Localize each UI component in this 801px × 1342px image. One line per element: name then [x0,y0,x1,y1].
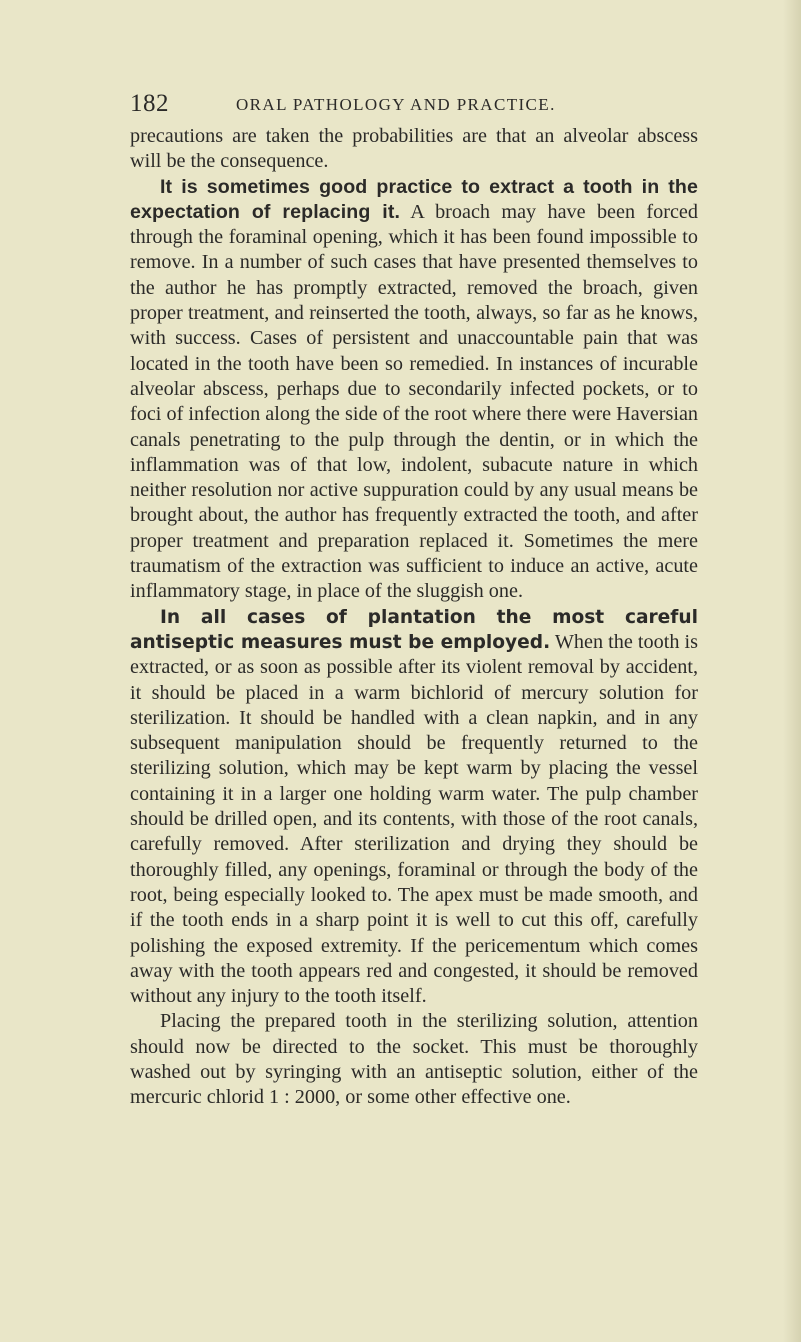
paragraph-text: A broach may have been forced through the foraminal opening, which it has been found impossible to remove. In a number of such cases that have presented themselves to the author he has promptly extracted, removed the broach, given proper treatment, and reinserted the tooth, always, so far as he knows, with success. Cases of persistent and unaccountable pain that was located in the tooth have been so remedied. In instances of incurable alveolar abscess, perhaps due to secondarily infected pockets, or to foci of infection along the side of the root where there were Haversian canals penetrating to the pulp through the dentin, or in which the inflammation was of that low, indolent, subacute nature in which neither resolution nor active suppuration could by any usual means be brought about, the author has frequently extracted the tooth, and after proper treatment and preparation replaced it. Sometimes the mere traumatism of the extraction was sufficient to induce an active, acute inflammatory stage, in place of the sluggish one. [130,200,698,603]
paragraph-continued [130,124,698,175]
paragraph-text: precautions are taken the probabilities are that an alveolar abscess will be the consequence. [130,125,698,173]
paragraph-text: When the tooth is extracted, or as soon as possible after its violent removal by accident, it should be placed in a warm bichlorid of mercury solution for sterilization. It should be handled with a clean napkin, and in any subsequent manipulation should be frequently returned to the sterilizing solution, which may be kept warm by placing the vessel containing it in a larger one holding warm water. The pulp chamber should be drilled open, and its contents, with those of the root canals, carefully removed. After sterilization and drying they should be thoroughly filled, any openings, foraminal or through the body of the root, being especially looked to. The apex must be made smooth, and if the tooth ends in a sharp point it is well to cut this off, carefully polishing the exposed extremity. If the pericementum which comes away with the tooth appears red and congested, it should be removed without any injury to the tooth itself. [130,630,698,1008]
page-edge-shadow [783,0,801,1342]
paragraph-lead-bold: It is sometimes good practice to extract a tooth in the expectation of replacing it. [130,175,698,223]
paragraph-socket [130,1009,698,1110]
paragraph-text: Placing the prepared tooth in the sterilizing solution, attention should now be directed to the socket. This must be thoroughly washed out by syringing with an antiseptic solution, either of the mercuric chlorid 1 : 2000, or some other effective one. [130,1010,698,1109]
body-text [130,124,698,1111]
page-number: 182 [130,90,169,117]
paragraph-antiseptic [130,605,698,1010]
page-header [130,90,700,120]
running-head: ORAL PATHOLOGY AND PRACTICE. [236,95,556,114]
paragraph-lead-bold: In all cases of plantation the most careful antiseptic measures must be employed. [130,606,698,653]
paragraph-replantation [130,175,698,605]
